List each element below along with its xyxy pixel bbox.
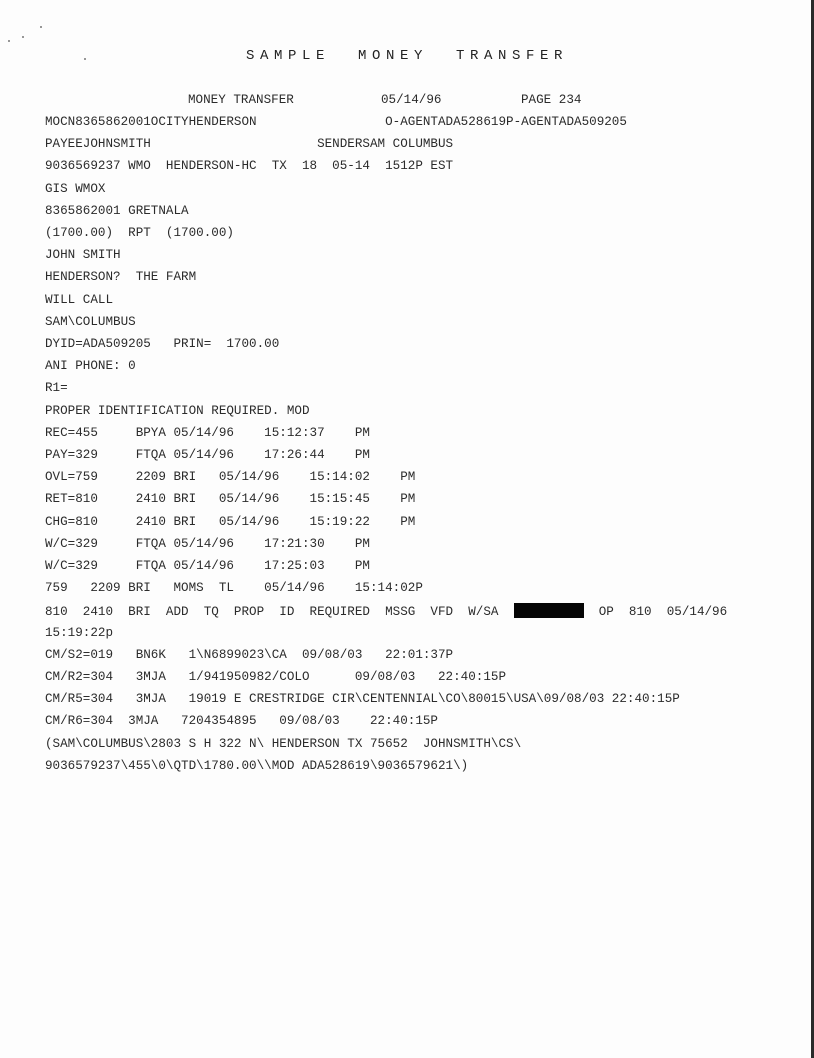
header-page: PAGE 234 (521, 93, 582, 107)
scan-speck (22, 36, 24, 38)
document-title: SAMPLE MONEY TRANSFER (245, 48, 569, 64)
record-line: PAY=329 FTQA 05/14/96 17:26:44 PM (45, 448, 370, 462)
record-line: (SAM\COLUMBUS\2803 S H 322 N\ HENDERSON TX 75652 JOHNSMITH\CS\ (45, 736, 522, 751)
record-line: CHG=810 2410 BRI 05/14/96 15:19:22 PM (45, 514, 416, 529)
record-line: CM/S2=019 BN6K 1\N6899023\CA 09/08/03 22:01:37P (45, 647, 454, 662)
record-line: DYID=ADA509205 PRIN= 1700.00 (45, 337, 280, 351)
record-line: JOHN SMITH (45, 248, 121, 263)
record-line: W/C=329 FTQA 05/14/96 17:25:03 PM (45, 559, 370, 573)
record-line: 759 2209 BRI MOMS TL 05/14/96 15:14:02P (45, 581, 423, 596)
record-line: 15:19:22p (45, 625, 114, 640)
record-line: R1= (45, 381, 68, 396)
record-line: PAYEEJOHNSMITH SENDERSAM COLUMBUS (45, 137, 454, 152)
record-line: GIS WMOX (45, 181, 106, 196)
scan-speck (40, 26, 42, 28)
record-line: 8365862001 GRETNALA (45, 203, 189, 218)
record-line: ANI PHONE: 0 (45, 359, 136, 374)
record-line: REC=455 BPYA 05/14/96 15:12:37 PM (45, 425, 370, 440)
record-line: HENDERSON? THE FARM (45, 270, 197, 285)
record-line: SAM\COLUMBUS (45, 314, 136, 329)
record-line: CM/R6=304 3MJA 7204354895 09/08/03 22:40:15P (45, 714, 438, 729)
record-line-redacted (45, 603, 727, 619)
record-line: 9036569237 WMO HENDERSON-HC TX 18 05-14 1512P EST (45, 159, 454, 174)
record-line: MOCN8365862001OCITYHENDERSON O-AGENTADA528619P-AGENTADA509205 (45, 115, 627, 129)
redacted-line-after: OP 810 05/14/96 (583, 605, 728, 620)
record-line: CM/R5=304 3MJA 19019 E CRESTRIDGE CIR\CENTENNIAL\CO\80015\USA\09/08/03 22:40:15P (45, 692, 680, 707)
record-line: CM/R2=304 3MJA 1/941950982/COLO 09/08/03 22:40:15P (45, 670, 507, 684)
record-line: RET=810 2410 BRI 05/14/96 15:15:45 PM (45, 492, 416, 507)
record-line: WILL CALL (45, 292, 114, 307)
record-line: W/C=329 FTQA 05/14/96 17:21:30 PM (45, 536, 370, 551)
record-line: OVL=759 2209 BRI 05/14/96 15:14:02 PM (45, 470, 416, 485)
record-line: 9036579237\455\0\QTD\1780.00\\MOD ADA528619\9036579621\) (45, 758, 469, 773)
record-line: (1700.00) RPT (1700.00) (45, 226, 234, 240)
scan-speck (8, 40, 10, 42)
redacted-line-before: 810 2410 BRI ADD TQ PROP ID REQUIRED MSSG VFD W/SA (45, 605, 514, 620)
record-line: PROPER IDENTIFICATION REQUIRED. MOD (45, 403, 310, 418)
redaction-block (514, 603, 584, 618)
header-label: MONEY TRANSFER (188, 93, 294, 107)
header-date: 05/14/96 (381, 93, 442, 107)
